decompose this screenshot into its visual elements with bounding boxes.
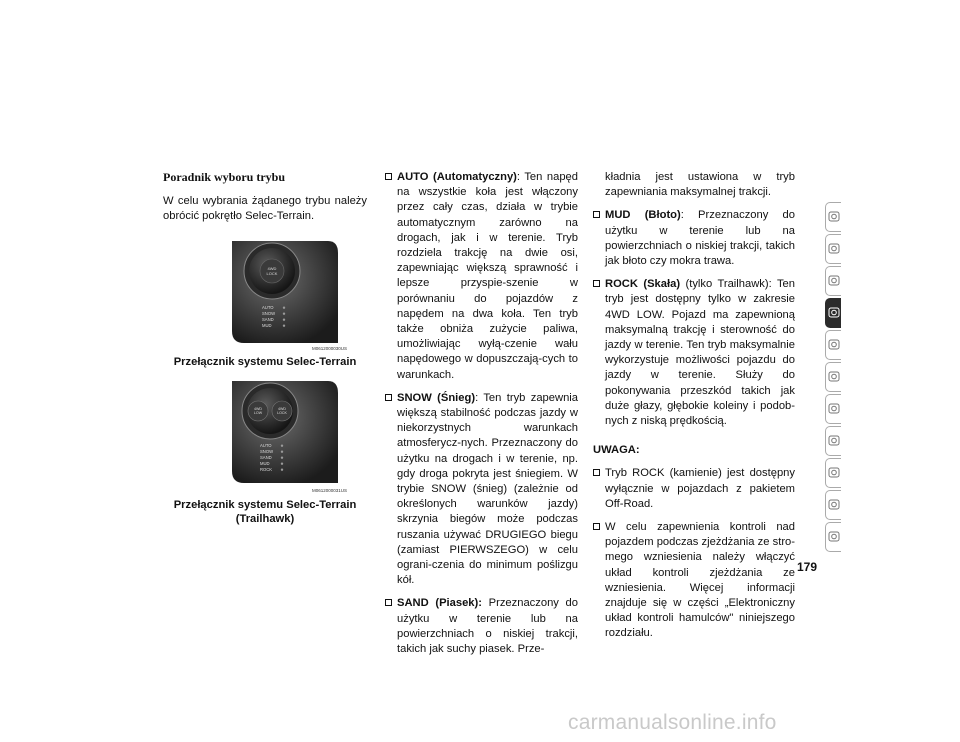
svg-text:4WD: 4WD — [267, 265, 277, 271]
column-right — [593, 170, 795, 650]
airbag-icon — [828, 273, 840, 289]
steering-wheel-icon — [828, 305, 840, 321]
mode-description: : Przeznaczony do użytku w terenie lub na powierzchniach o niskiej trakcji, takich jak błoto czy mokra trawa. — [605, 209, 795, 268]
mode-label: AUTO — [260, 442, 272, 448]
chapter-tab[interactable] — [825, 394, 841, 424]
mode-indicator-led — [283, 324, 285, 326]
mode-label: SAND — [260, 454, 272, 460]
mode-indicator-led — [281, 444, 283, 446]
mode-item-mud — [593, 208, 795, 269]
mode-name: MUD (Błoto) — [605, 209, 681, 222]
mode-item-snow — [385, 391, 578, 589]
chapter-tab[interactable] — [825, 522, 841, 552]
figure-code-1: M0612000030US — [312, 345, 348, 351]
mode-indicator-led — [283, 306, 285, 308]
search-icon — [828, 497, 840, 513]
mode-item-rock — [593, 277, 795, 429]
mode-label: SAND — [262, 316, 274, 322]
checkbox-bullet-icon — [593, 211, 600, 218]
svg-text:4WD: 4WD — [254, 406, 262, 411]
column-left — [163, 170, 367, 526]
figure-caption-1: Przełącznik systemu Selec-Terrain — [173, 355, 357, 368]
chapter-tab[interactable] — [825, 202, 841, 232]
checkbox-bullet-icon — [593, 280, 600, 287]
mode-name: AUTO (Automatyczny) — [397, 171, 517, 183]
sand-continuation: kładnia jest ustawiona w tryb zapewniania maksymalnej trakcji. — [605, 171, 795, 199]
mode-label: MUD — [260, 460, 270, 466]
mode-indicator-led — [283, 318, 285, 320]
mode-label: MUD — [262, 322, 272, 328]
chapter-tab[interactable] — [825, 362, 841, 392]
svg-text:LOCK: LOCK — [277, 410, 287, 415]
selector-figure-2 — [226, 377, 348, 493]
svg-text:LOW: LOW — [253, 410, 263, 415]
svg-text:4WD: 4WD — [278, 406, 286, 411]
mode-label: AUTO — [262, 304, 274, 310]
chapter-tab[interactable] — [825, 234, 841, 264]
checkbox-bullet-icon — [385, 599, 392, 606]
multimedia-icon — [828, 465, 840, 481]
chapter-tab[interactable] — [825, 490, 841, 520]
figure-code-2: M0612000031US — [312, 487, 348, 493]
car-dashboard-icon — [828, 209, 840, 225]
car-emergency-icon — [828, 369, 840, 385]
mode-indicator-led — [281, 462, 283, 464]
mode-item-auto — [385, 170, 578, 383]
selec-terrain-trailhawk-switch-image — [226, 377, 344, 489]
chapter-tab[interactable] — [825, 330, 841, 360]
section-title: Poradnik wyboru trybu — [163, 170, 286, 184]
chapter-tab[interactable] — [825, 426, 841, 456]
mode-indicator-led — [281, 450, 283, 452]
mode-indicator-led — [283, 312, 285, 314]
selector-figure-1 — [226, 237, 348, 351]
chapter-tab[interactable] — [825, 298, 841, 328]
car-service-icon — [828, 401, 840, 417]
car-safety-icon — [828, 241, 840, 257]
selec-terrain-switch-image — [226, 237, 344, 349]
mode-name: SNOW (Śnieg) — [397, 391, 476, 404]
column-middle — [385, 170, 578, 665]
mode-name: ROCK (Skała) — [605, 278, 681, 291]
specifications-icon — [828, 433, 840, 449]
warning-title: UWAGA: — [593, 444, 640, 457]
checkbox-bullet-icon — [593, 523, 600, 530]
mode-description: : Ten napęd na wszystkie koła jest włączony przez cały czas, działa w trybie automatycznym zarówno na drogach, jak i w terenie. Tryb rozdziela trakcję na dwie osi, zapewniając większą sprawność i lepsze przyspie-szenie w porównaniu do pojazdów z napędem na dwa koła. Ten tryb także obniża zużycie paliwa, umożliwiając wyłą-czenie wału napędowego w dopuszczają-cych to warunkach. — [397, 171, 578, 381]
mode-label: ROCK — [260, 466, 273, 472]
svg-text:LOCK: LOCK — [266, 270, 278, 276]
checkbox-bullet-icon — [385, 394, 392, 401]
language-icon — [828, 529, 840, 545]
warning-lights-icon — [828, 337, 840, 353]
warning-text: W celu zapewnienia kontroli nad pojazdem podczas zjeżdżania ze stro-mego wzniesienia należy włączyć układ kontroli zjeżdżania ze wzniesienia. Więcej informacji znajduje się w części „Elektroniczny układ kontroli hamulców" niniejszego rozdziału. — [605, 521, 795, 640]
warning-text: Tryb ROCK (kamienie) jest dostępny wyłącznie w pojazdach z pakietem Off-Road. — [605, 467, 795, 510]
mode-description: : Ten tryb zapewnia większą stabilność podczas jazdy w niekorzystnych warunkach atmosferycz-nych. Przeznaczony do użytku na drogach i w terenie, np. gdy droga pokryta jest śniegiem. W trybie SNOW (śnieg) (zależnie od określonych warunków jazdy) skrzynia biegów może podczas ruszania używać DRUGIEGO biegu (zamiast PIERWSZEGO) w celu ograni-czenia do minimum poślizgu kół. — [397, 391, 579, 587]
figure-caption-2: Przełącznik systemu Selec-Terrain (Trailhawk) — [173, 498, 357, 525]
mode-item-sand — [385, 596, 578, 657]
page-number: 179 — [797, 560, 818, 574]
watermark: carmanualsonline.info — [568, 711, 777, 734]
mode-description: (tylko Trailhawk): Ten tryb jest dostępny tylko w zakresie 4WD LOW. Pojazd ma zapewnioną maksymalną trakcję i sterowność do jazdy w terenie. Ten tryb maksymalnie wykorzystuje możliwości pojazdu do jazdy w terenie. Służy do pokonywania przeszkód takich jak duże głazy, głębokie koleiny i podob-nych z niską prędkością. — [605, 278, 795, 428]
mode-indicator-led — [281, 468, 283, 470]
mode-indicator-led — [281, 456, 283, 458]
chapter-tab[interactable] — [825, 458, 841, 488]
mode-name: SAND (Piasek): — [397, 597, 482, 610]
mode-label: SNOW — [262, 310, 276, 316]
mode-label: SNOW — [260, 448, 274, 454]
checkbox-bullet-icon — [593, 469, 600, 476]
warning-item — [593, 520, 795, 642]
warning-item — [593, 466, 795, 512]
intro-text: W celu wybrania żądanego trybu należy obrócić pokrętło Selec-Terrain. — [163, 195, 367, 223]
chapter-tab[interactable] — [825, 266, 841, 296]
mode-description: Przeznaczony do użytku w terenie lub na powierzchniach o niskiej trakcji, takich jak suchy piasek. Prze- — [397, 597, 578, 656]
checkbox-bullet-icon — [385, 173, 392, 180]
